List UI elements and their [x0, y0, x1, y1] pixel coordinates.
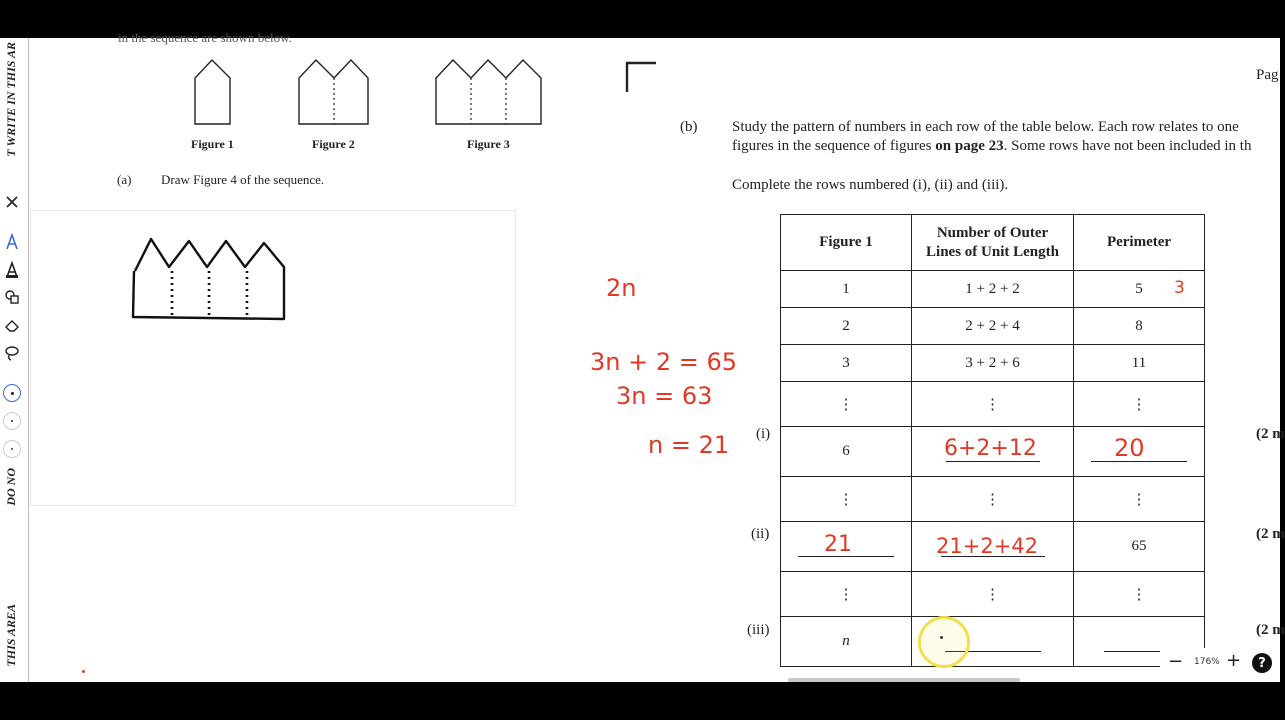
- zoom-out-button[interactable]: −: [1168, 651, 1184, 672]
- cell: 2 + 2 + 4: [912, 308, 1074, 345]
- marks-i: (2 m: [1256, 426, 1285, 442]
- table-row-ellipsis: [781, 382, 1205, 427]
- row-label-i: (i): [756, 426, 771, 442]
- document-viewer: [0, 30, 1285, 682]
- ellipsis: ⋮: [1074, 382, 1205, 427]
- lasso-icon[interactable]: [2, 343, 22, 363]
- cell: 5: [1074, 271, 1205, 308]
- table-row: [781, 345, 1205, 382]
- shapes-icon[interactable]: [2, 287, 22, 307]
- part-b-label: (b): [680, 119, 698, 135]
- cell: 1 + 2 + 2: [912, 271, 1074, 308]
- handwriting-eq2: 3n = 63: [616, 382, 713, 410]
- part-b-line2-pre: figures in the sequence of figures: [732, 138, 936, 154]
- pen-size-large[interactable]: [3, 384, 21, 402]
- handwriting-eq1: 3n + 2 = 65: [590, 348, 738, 376]
- handwriting-2n: 2n: [606, 274, 637, 302]
- header-perimeter: Perimeter: [1074, 215, 1205, 271]
- highlighter-icon[interactable]: [2, 260, 22, 280]
- close-icon[interactable]: [2, 192, 22, 212]
- ellipsis: ⋮: [1074, 477, 1205, 522]
- header-figure: Figure 1: [781, 215, 912, 271]
- pen-size-small[interactable]: [3, 440, 21, 458]
- marks-iii: (2 m: [1256, 622, 1285, 638]
- zoom-controls: [1160, 648, 1280, 678]
- figure-4-drawing: [129, 231, 289, 323]
- eraser-icon[interactable]: [2, 315, 22, 335]
- part-b-line2: [732, 138, 1251, 155]
- zoom-in-button[interactable]: +: [1226, 650, 1242, 671]
- header-outer-lines: [912, 215, 1074, 271]
- row-label-iii: (iii): [747, 622, 770, 638]
- figure-3-label: Figure 3: [467, 137, 510, 151]
- cell: 3: [781, 345, 912, 382]
- ellipsis: ⋮: [781, 382, 912, 427]
- pen-size-medium[interactable]: [3, 412, 21, 430]
- handwriting-side-3: 3: [1174, 278, 1185, 298]
- marks-ii: (2 m: [1256, 526, 1285, 542]
- figures-illustration: [180, 52, 560, 132]
- annotation-toolbar: [0, 188, 24, 458]
- cell: 1: [781, 271, 912, 308]
- top-cut-text: in the sequence are shown below.: [118, 30, 292, 45]
- cursor-dot: [940, 636, 943, 639]
- ellipsis: ⋮: [1074, 572, 1205, 617]
- cursor-highlight: [918, 616, 970, 668]
- figure-2-label: Figure 2: [312, 137, 355, 151]
- ellipsis: ⋮: [781, 477, 912, 522]
- cell: 3 + 2 + 6: [912, 345, 1074, 382]
- handwriting-row-ii-figure: 21: [824, 532, 852, 557]
- help-button[interactable]: ?: [1252, 653, 1272, 673]
- ellipsis: ⋮: [912, 382, 1074, 427]
- cell: 6: [781, 427, 912, 477]
- margin-text-middle: DO NO: [4, 468, 18, 506]
- header-outer-lines-2: Lines of Unit Length: [926, 243, 1059, 260]
- header-outer-lines-1: Number of Outer: [936, 224, 1049, 241]
- table-row-iii: [781, 617, 1205, 667]
- cell: n: [781, 617, 912, 667]
- row-label-ii: (ii): [751, 526, 770, 542]
- cell: 2: [781, 308, 912, 345]
- table-row: [781, 308, 1205, 345]
- cell: 65: [1074, 522, 1205, 572]
- table-row: [781, 271, 1205, 308]
- pen-icon[interactable]: [2, 232, 22, 252]
- page-label: Pag: [1256, 67, 1279, 83]
- page-reference: on page 23: [935, 138, 1004, 154]
- stray-ink-dot: [82, 670, 85, 673]
- part-a-text: Draw Figure 4 of the sequence.: [161, 172, 325, 187]
- table-row-ellipsis: [781, 572, 1205, 617]
- handwriting-row-ii-lines: 21+2+42: [936, 534, 1038, 558]
- handwriting-eq3: n = 21: [648, 431, 730, 459]
- cell: 11: [1074, 345, 1205, 382]
- horizontal-scrollbar[interactable]: [788, 678, 1020, 682]
- part-a-label: (a): [117, 172, 132, 187]
- margin-text-bottom: THIS AREA: [4, 604, 18, 667]
- part-b-instruction: Complete the rows numbered (i), (ii) and (iii).: [732, 177, 1009, 193]
- cell: 8: [1074, 308, 1205, 345]
- part-b-line1: Study the pattern of numbers in each row of the table below. Each row relates to one: [732, 119, 1239, 135]
- part-b-line2-post: . Some rows have not been included in th: [1003, 138, 1252, 154]
- drawing-answer-area[interactable]: [30, 210, 516, 506]
- handwriting-row-i-lines: 6+2+12: [944, 436, 1037, 461]
- table-row-ellipsis: [781, 477, 1205, 522]
- ellipsis: ⋮: [912, 477, 1074, 522]
- crop-mark: [624, 60, 658, 94]
- ellipsis: ⋮: [912, 572, 1074, 617]
- ellipsis: ⋮: [781, 572, 912, 617]
- margin-text-top: T WRITE IN THIS AR: [4, 42, 18, 157]
- zoom-level: 176%: [1194, 657, 1220, 667]
- figure-1-label: Figure 1: [191, 137, 234, 151]
- handwriting-row-i-perimeter: 20: [1114, 434, 1145, 462]
